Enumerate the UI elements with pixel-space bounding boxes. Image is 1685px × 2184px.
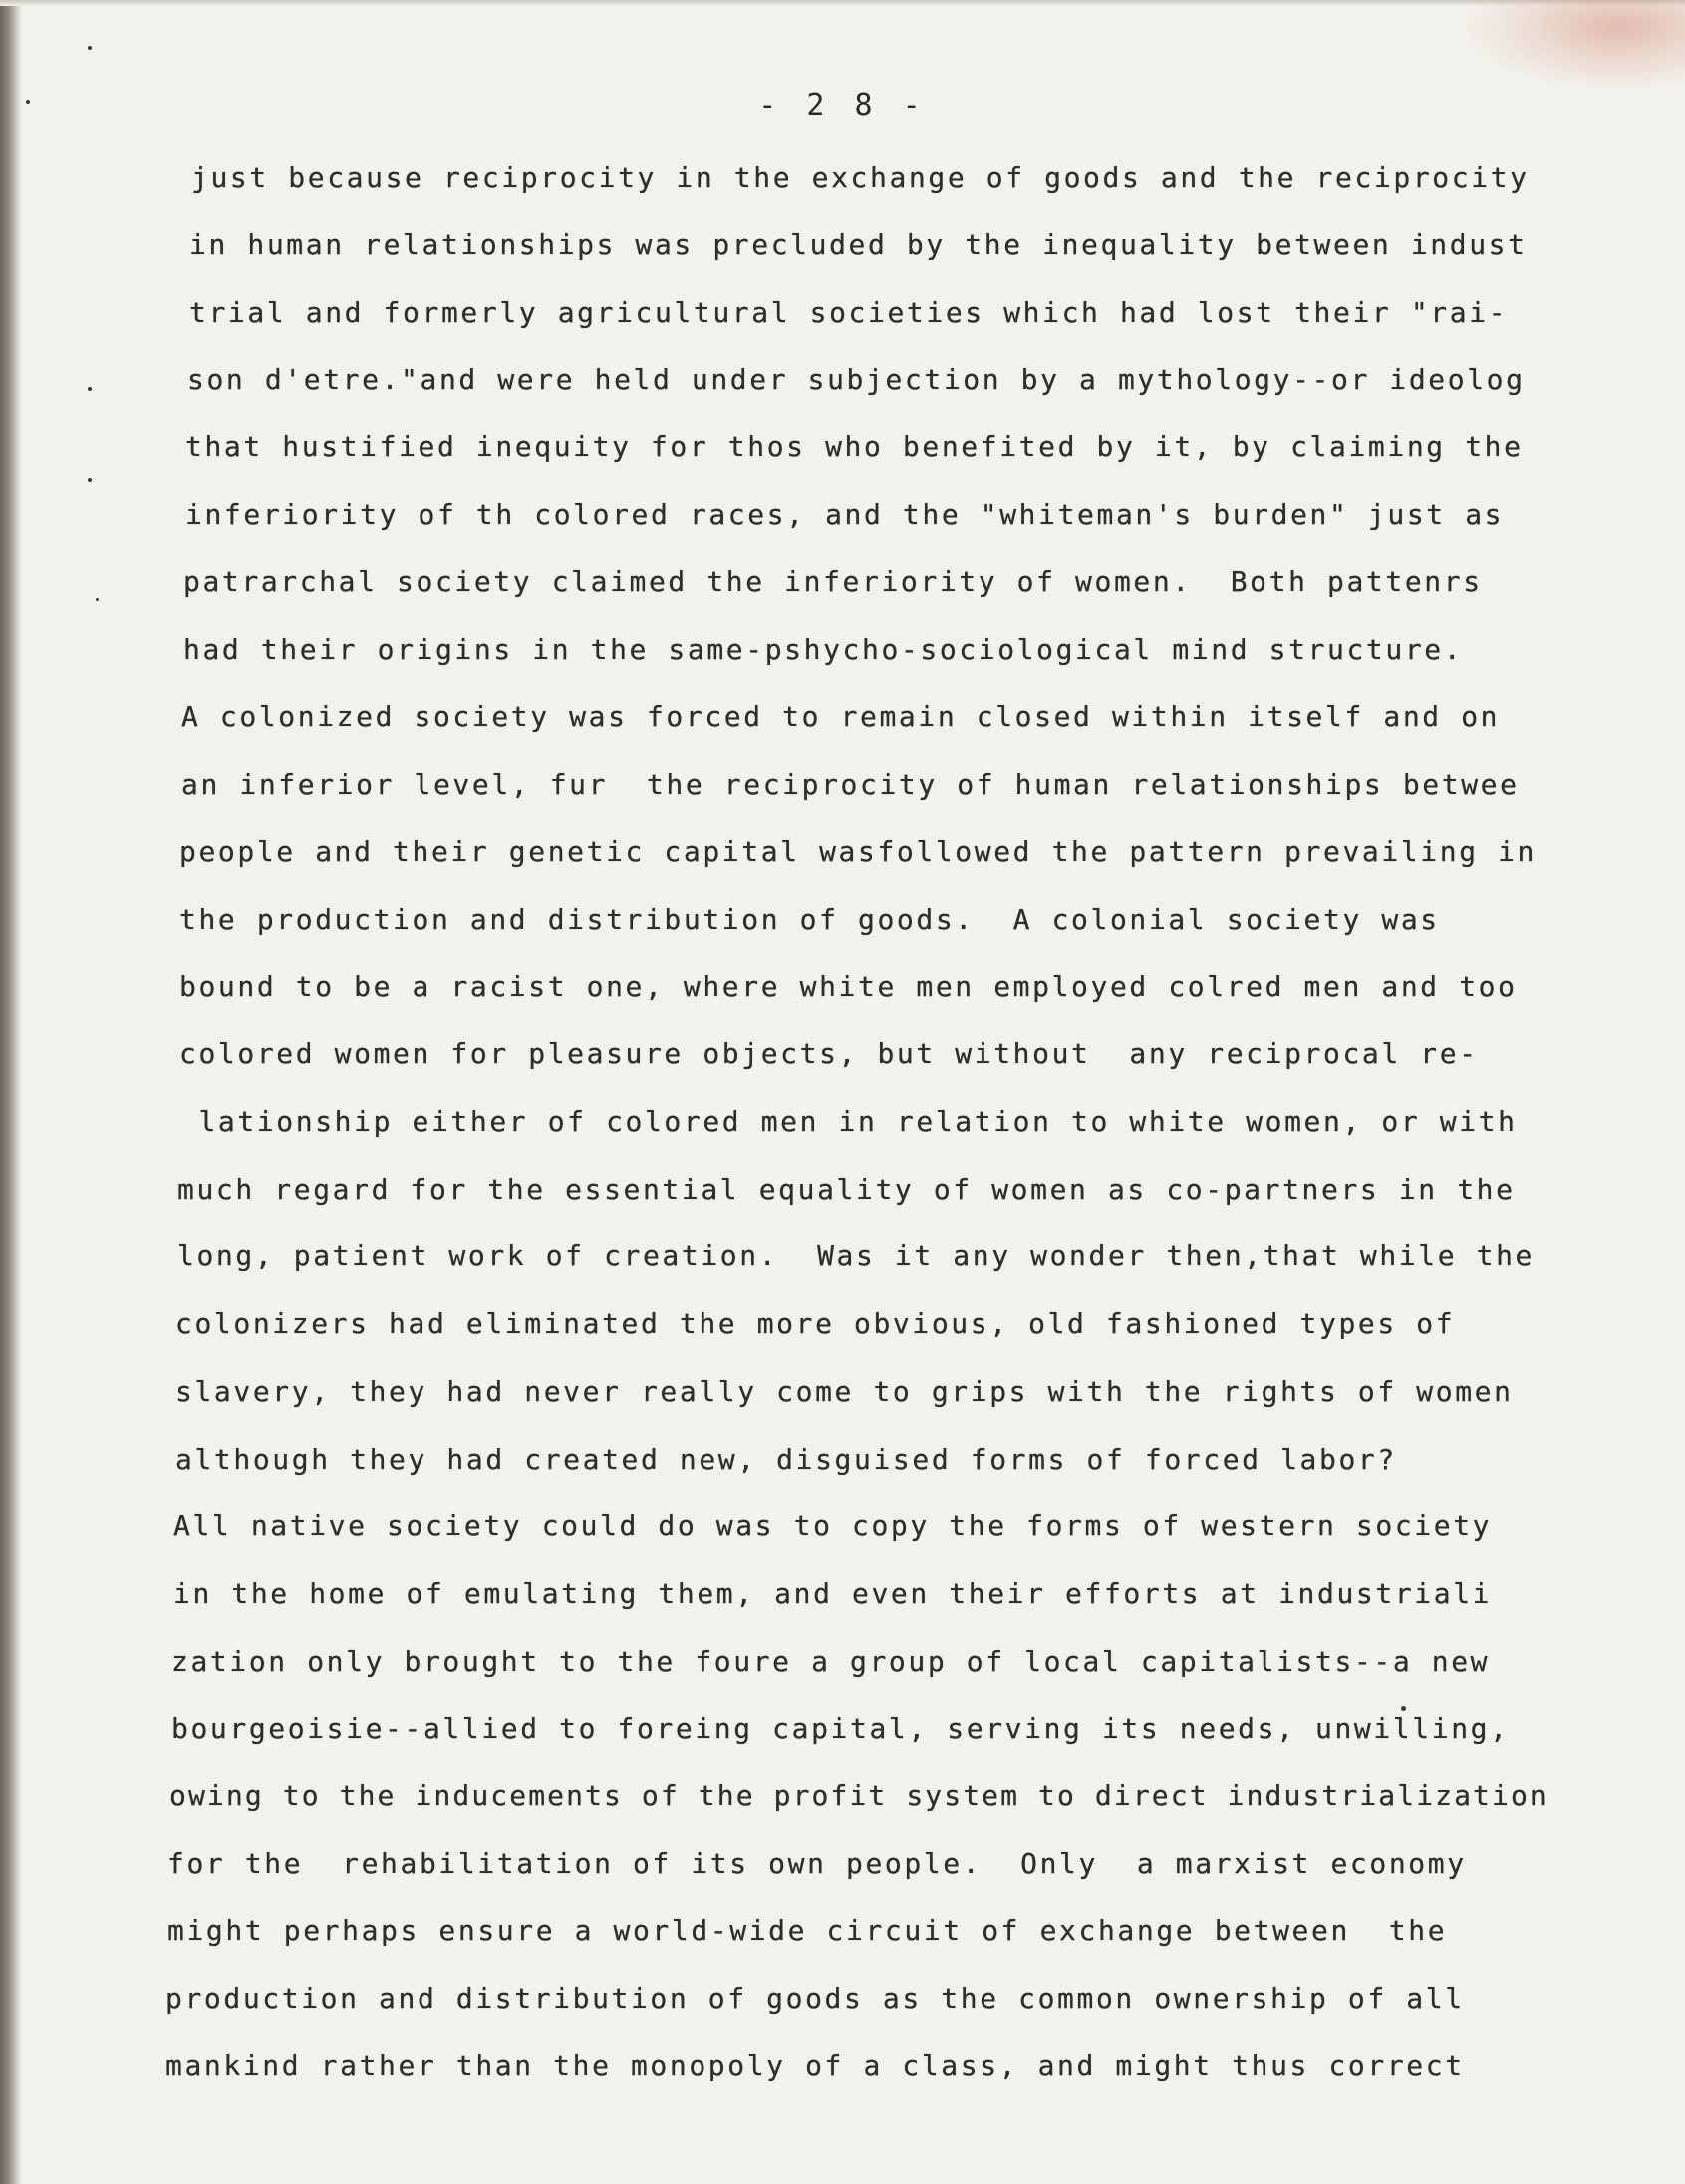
text-line: the production and distribution of goods. A colonial society was [179,903,1440,936]
text-line: just because reciprocity in the exchange of goods and the reciprocity [191,161,1530,194]
text-line: owing to the inducements of the profit system to direct industrialization [169,1779,1548,1812]
text-line: production and distribution of goods as the common ownership of all [165,1982,1465,2015]
text-line: in human relationships was precluded by the inequality between indust [189,228,1528,261]
text-line: long, patient work of creation. Was it any wonder then,that while the [177,1239,1536,1272]
text-line: colored women for pleasure objects, but without any reciprocal re- [179,1037,1479,1070]
text-line: trial and formerly agricultural societies which had lost their "rai- [189,296,1509,329]
text-line: had their origins in the same-pshycho-sociological mind structure. [183,633,1464,666]
paper-speck [88,387,92,391]
paper-speck [1401,1706,1406,1711]
text-line: for the rehabilitation of its own people. Only a marxist economy [167,1847,1467,1880]
page-number: - 2 8 - [758,88,927,123]
text-line: slavery, they had never really come to grips with the rights of women [175,1375,1514,1408]
text-line: patrarchal society claimed the inferiority of women. Both pattenrs [183,565,1483,598]
paper-speck [88,478,92,482]
text-line: much regard for the essential equality of women as co-partners in the [177,1173,1516,1206]
text-line: although they had created new, disguised forms of forced labor? [175,1443,1397,1476]
text-line: bourgeoisie--allied to foreing capital, serving its needs, unwilling, [171,1712,1510,1745]
text-line: that hustified inequity for thos who benefited by it, by claiming the [185,430,1524,463]
text-line: lationship either of colored men in relation to white women, or with [179,1105,1518,1138]
text-line: might perhaps ensure a world-wide circuit of exchange between the [167,1914,1448,1947]
text-line: colonizers had eliminated the more obvious, old fashioned types of [175,1307,1456,1340]
text-line: bound to be a racist one, where white men employed colred men and too [179,970,1518,1003]
text-line: an inferior level, fur the reciprocity of human relationships betwee [181,768,1520,801]
text-line: in the home of emulating them, and even their efforts at industriali [173,1577,1493,1610]
text-line: mankind rather than the monopoly of a class, and might thus correct [165,2049,1465,2082]
page-top-edge [0,0,1685,6]
text-line: son d'etre."and were held under subjection by a mythology--or ideolog [187,363,1526,396]
text-line: A colonized society was forced to remain closed within itself and on [181,700,1501,733]
text-line: people and their genetic capital wasfollowed the pattern prevailing in [179,835,1538,868]
text-line: All native society could do was to copy the forms of western society [173,1509,1493,1542]
paper-stain [1465,0,1685,90]
paper-speck [88,46,92,50]
text-line: zation only brought to the foure a group of local capitalists--a new [171,1645,1491,1678]
paper-speck [96,598,99,601]
page-edge-shadow [0,0,22,2184]
text-line: inferiority of th colored races, and the "whiteman's burden" just as [185,498,1505,531]
